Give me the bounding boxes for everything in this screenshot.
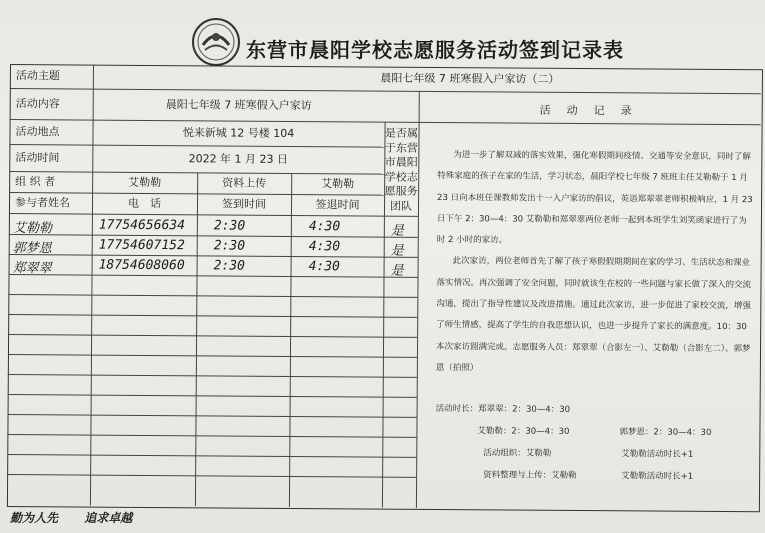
organizer-label: 组 织 者 [15, 175, 56, 189]
participant-signout: 4:30 [308, 239, 341, 255]
page-title: 东营市晨阳学校志愿服务活动签到记录表 [246, 38, 624, 62]
participant-signout: 4:30 [308, 259, 340, 275]
participant-phone: 17754607152 [98, 237, 185, 254]
topic-label: 活动主题 [15, 69, 60, 83]
location-label: 活动地点 [15, 125, 60, 139]
motto-part: 勤为人先 [10, 511, 59, 525]
participant-name: 郑翠翠 [12, 261, 52, 277]
time-label: 活动时间 [15, 151, 60, 165]
record-paragraph: 此次家访，两位老师首先了解了孩子寒假假期期间在家的学习、生活状态和课业落实情况。再次强调了安全问题，同时就该生在校的一些问题与家长做了深入的交流沟通，提出了指导性建议及改进措施。通过此次家访，进一步促进了家校交流，增强了师生情感，提高了学生的自我思想认识，也进一步提升了家长的满意度。10：30 本次家访圆满完成。志愿服务人员：郑翠翠（合影左一）、艾勒勒（合影左二）、郭梦恩（拍照） [435, 256, 752, 374]
content-label: 活动内容 [15, 97, 60, 111]
time-value: 2022 年 1 月 23 日 [188, 152, 289, 166]
signout-label: 签退时间 [315, 198, 360, 212]
upload-label: 资料上传 [222, 176, 267, 190]
motto-part: 追求卓越 [84, 511, 133, 525]
participant-phone: 18754608060 [98, 257, 185, 274]
participant-member: 是 [390, 243, 404, 259]
record-paragraph: 为进一步了解双减的落实效果，强化寒假期间疫情、交通等安全意识，同时了解特殊家庭的孩子在家的生活，学习状态，晨阳学校七年级 7 班班主任艾勒勒于 1 月 23 日向本班任课教师发出十一入户家访的倡议，英语郑翠翠老师积极响应，1 月 23 日下午 2：30—4：30 艾勒勒和郑翠翠两位老师一起到本班学生刘笑函家进行了为时 2 小时的家访。 [436, 150, 753, 246]
team-membership-note: 是否属于东营市晨阳学校志愿服务团队 [384, 126, 419, 213]
participant-member: 是 [390, 263, 404, 279]
participant-label: 参与者姓名 [14, 196, 71, 210]
record-body [436, 145, 756, 381]
duration-line: 郭梦恩：2：30—4：30 [619, 427, 712, 438]
participant-signout: 4:30 [308, 219, 341, 235]
content-value: 晨阳七年级 7 班寒假入户家访 [165, 98, 312, 113]
participant-signin: 2:30 [213, 218, 246, 234]
participant-member: 是 [390, 223, 404, 239]
organizer-line: 活动组织：艾勒勒 [483, 448, 552, 459]
participant-signin: 2:30 [213, 238, 246, 254]
record-header: 活动记录 [539, 103, 648, 118]
organizer-credit: 艾勒勒活动时长+1 [621, 449, 694, 460]
duration-line: 活动时长：郑翠翠：2：30—4：30 [435, 403, 571, 415]
signin-label: 签到时间 [221, 197, 267, 211]
signin-form-table [7, 64, 762, 511]
organizer-value: 艾勒勒 [128, 175, 162, 190]
school-logo-icon [191, 17, 241, 67]
school-motto [10, 509, 154, 526]
phone-label: 电 话 [127, 196, 162, 211]
duration-line: 艾勒勒：2：30—4：30 [477, 426, 570, 437]
participant-name: 艾勒勒 [12, 221, 52, 237]
location-value: 悦来新城 12 号楼 104 [182, 126, 295, 140]
participant-phone: 17754656634 [98, 217, 186, 234]
upload-credit: 艾勒勒活动时长+1 [621, 471, 694, 482]
participant-signin: 2:30 [213, 258, 245, 274]
topic-value: 晨阳七年级 7 班寒假入户家访（二） [380, 71, 560, 86]
upload-value: 艾勒勒 [321, 177, 355, 191]
participant-name: 郭梦恩 [12, 241, 52, 257]
upload-line: 资料整理与上传：艾勒勒 [483, 470, 577, 481]
